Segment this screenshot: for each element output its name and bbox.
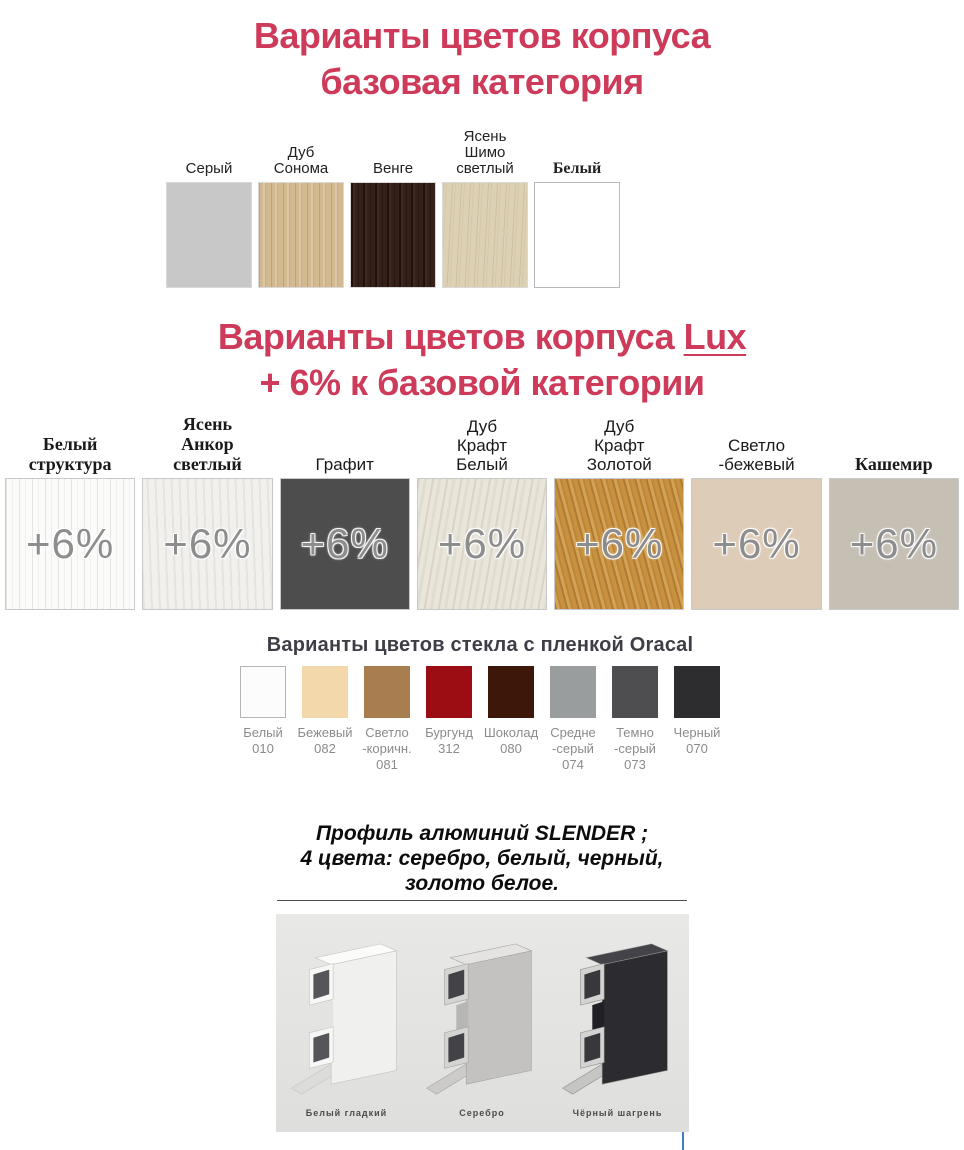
profile-description	[0, 821, 964, 896]
color-swatch-white-structure	[5, 478, 135, 610]
profile-variant-label: Чёрный шагрень	[572, 1108, 663, 1118]
glass-swatch-code: 080	[500, 741, 522, 756]
glass-swatch-color	[364, 666, 410, 718]
color-swatch-shimo-ash	[442, 182, 528, 288]
glass-swatch-color	[550, 666, 596, 718]
oracal-section-title: Варианты цветов стекла с пленкой Oracal	[266, 634, 694, 656]
glass-swatch-code: 070	[686, 741, 708, 756]
profile-variant-label: Серебро	[459, 1108, 505, 1118]
lux-swatch-labels	[5, 414, 959, 474]
oracal-glass-section	[197, 624, 763, 773]
glass-swatch-color	[426, 666, 472, 718]
surcharge-badge: +6%	[849, 520, 938, 567]
surcharge-badge: +6%	[163, 520, 252, 567]
glass-swatch-color	[240, 666, 286, 718]
glass-swatch-color	[674, 666, 720, 718]
profile-variant-silver	[415, 934, 549, 1126]
glass-swatch	[542, 666, 604, 773]
glass-swatch-name: Бежевый	[297, 725, 353, 740]
glass-swatch	[666, 666, 728, 773]
profile-line1: Профиль алюминий SLENDER ;	[315, 822, 649, 845]
color-swatch-gray	[166, 182, 252, 288]
base-category-title	[0, 0, 964, 105]
swatch-label-text: Ясень Анкор светлый	[173, 414, 242, 474]
swatch-label-text: Дуб Крафт Белый	[456, 417, 508, 474]
swatch-label	[166, 125, 252, 177]
swatch-label-text: Серый	[185, 160, 233, 177]
glass-swatch-code: 082	[314, 741, 336, 756]
surcharge-badge: +6%	[575, 520, 664, 567]
swatch-label-text: Ясень Шимо светлый	[456, 128, 514, 177]
color-swatch-light-beige	[691, 478, 821, 610]
profile-line2: 4 цвета: серебро, белый, черный,	[300, 847, 664, 870]
glass-swatch-color	[302, 666, 348, 718]
color-swatch-cashmere	[829, 478, 959, 610]
swatch-label	[280, 414, 410, 474]
lux-swatch-row	[5, 478, 959, 610]
swatch-label	[417, 414, 547, 474]
glass-swatch-color	[612, 666, 658, 718]
swatch-label	[350, 125, 436, 177]
swatch-label	[258, 125, 344, 177]
glass-swatch-name: Бургунд	[425, 725, 473, 740]
color-swatch-wenge	[350, 182, 436, 288]
glass-swatch-color	[488, 666, 534, 718]
glass-swatch-code: 074	[562, 757, 584, 772]
aluminium-profile-icon	[422, 934, 542, 1102]
swatch-label	[142, 414, 272, 474]
glass-swatch	[294, 666, 356, 773]
base-swatch-row	[166, 182, 620, 288]
text-cursor	[682, 1132, 684, 1150]
glass-swatch	[604, 666, 666, 773]
swatch-label	[829, 414, 959, 474]
glass-swatch-name: Средне -серый	[550, 725, 596, 756]
lux-title-line2: + 6% к базовой категории	[259, 362, 705, 403]
surcharge-badge: +6%	[26, 520, 115, 567]
profile-variant-black	[551, 934, 685, 1126]
swatch-label	[691, 414, 821, 474]
swatch-label-text: Венге	[372, 160, 414, 177]
color-swatch-sonoma-oak	[258, 182, 344, 288]
lux-swatch-group	[0, 414, 964, 610]
divider	[277, 900, 687, 901]
color-swatch-white	[534, 182, 620, 288]
oracal-swatch-grid	[197, 666, 763, 773]
color-swatch-craft-white-oak	[417, 478, 547, 610]
glass-swatch-code: 010	[252, 741, 274, 756]
swatch-label-text: Дуб Сонома	[273, 144, 329, 177]
profile-line3: золото белое.	[404, 872, 559, 895]
swatch-label-text: Дуб Крафт Золотой	[586, 417, 652, 474]
swatch-label	[442, 125, 528, 177]
glass-swatch-code: 312	[438, 741, 460, 756]
glass-swatch-name: Темно -серый	[614, 725, 656, 756]
swatch-label	[554, 414, 684, 474]
surcharge-badge: +6%	[300, 520, 389, 567]
glass-swatch-code: 073	[624, 757, 646, 772]
base-swatch-group	[166, 125, 620, 288]
glass-swatch-name: Светло -коричн.	[362, 725, 412, 756]
color-swatch-ankor-ash	[142, 478, 272, 610]
lux-title-line1	[0, 314, 964, 360]
glass-swatch-name: Шоколад	[483, 725, 539, 740]
glass-swatch-name: Белый	[243, 725, 283, 740]
color-swatch-graphite	[280, 478, 410, 610]
base-swatch-labels	[166, 125, 620, 177]
profile-photo	[276, 914, 689, 1132]
glass-swatch	[232, 666, 294, 773]
swatch-label-text: Кашемир	[855, 454, 933, 474]
surcharge-badge: +6%	[712, 520, 801, 567]
swatch-label-text: Белый структура	[28, 434, 112, 474]
swatch-label	[5, 414, 135, 474]
aluminium-profile-icon	[287, 934, 407, 1102]
surcharge-badge: +6%	[437, 520, 527, 567]
swatch-label	[534, 125, 620, 177]
profile-variant-label: Белый гладкий	[305, 1108, 388, 1118]
glass-swatch	[418, 666, 480, 773]
profile-variant-white	[280, 934, 414, 1126]
aluminium-profile-icon	[558, 934, 678, 1102]
base-title-line1: Варианты цветов корпуса	[253, 15, 711, 56]
base-title-line2: базовая категория	[320, 61, 644, 102]
glass-swatch-name: Черный	[673, 725, 721, 740]
glass-swatch	[356, 666, 418, 773]
swatch-label-text: Графит	[315, 455, 374, 474]
lux-category-title	[0, 314, 964, 406]
lux-title-lux-word: Lux	[683, 316, 747, 357]
swatch-label-text: Белый	[552, 160, 602, 177]
glass-swatch	[480, 666, 542, 773]
swatch-label-text: Светло -бежевый	[718, 436, 795, 474]
glass-swatch-code: 081	[376, 757, 398, 772]
color-swatch-craft-gold-oak	[554, 478, 684, 610]
lux-title-prefix: Варианты цветов корпуса	[217, 316, 684, 357]
